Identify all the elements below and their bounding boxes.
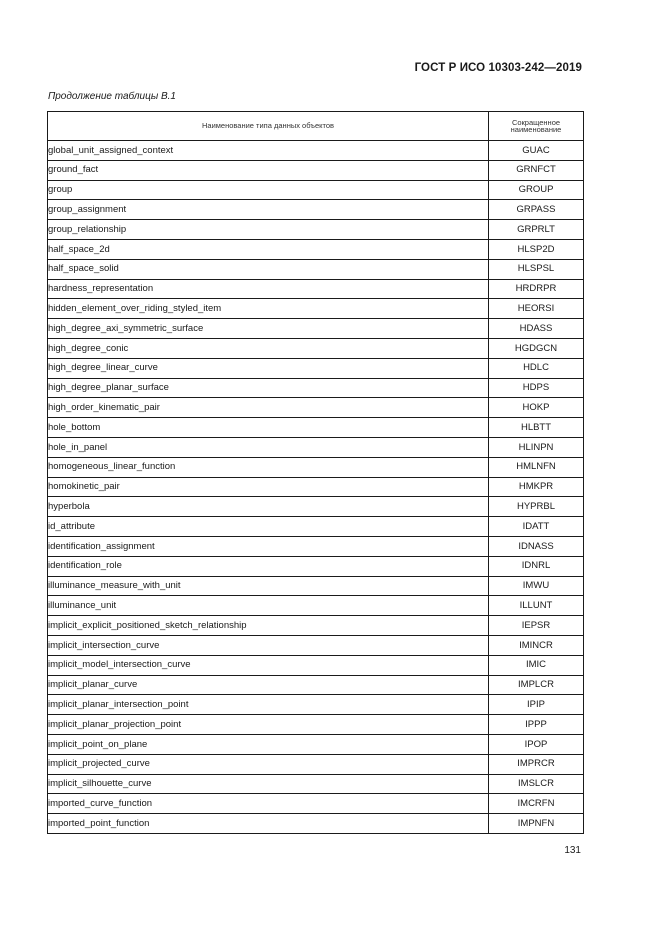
entity-name-cell: hardness_representation: [48, 279, 489, 299]
abbreviation-cell: HOKP: [489, 398, 584, 418]
entity-name-cell: global_unit_assigned_context: [48, 141, 489, 161]
table-row: [48, 517, 584, 537]
abbreviation-cell: GRPASS: [489, 200, 584, 220]
entity-name-cell: group_relationship: [48, 220, 489, 240]
table-row: [48, 338, 584, 358]
table-row: [48, 814, 584, 834]
entity-name-cell: implicit_point_on_plane: [48, 734, 489, 754]
entity-name-cell: identification_role: [48, 556, 489, 576]
table-row: [48, 596, 584, 616]
table-row: [48, 160, 584, 180]
table-row: [48, 378, 584, 398]
abbreviation-cell: HLBTT: [489, 418, 584, 438]
table-row: [48, 180, 584, 200]
entity-name-cell: implicit_planar_curve: [48, 675, 489, 695]
entity-name-cell: implicit_planar_intersection_point: [48, 695, 489, 715]
abbreviation-cell: IDNRL: [489, 556, 584, 576]
entity-name-cell: homokinetic_pair: [48, 477, 489, 497]
abbreviation-cell: ILLUNT: [489, 596, 584, 616]
abbreviation-cell: HDPS: [489, 378, 584, 398]
abbreviation-cell: GROUP: [489, 180, 584, 200]
abbreviation-cell: HYPRBL: [489, 497, 584, 517]
abbreviation-cell: HDASS: [489, 319, 584, 339]
abbreviation-cell: IDNASS: [489, 536, 584, 556]
abbreviation-cell: HDLC: [489, 358, 584, 378]
entity-name-cell: half_space_solid: [48, 259, 489, 279]
table-row: [48, 715, 584, 735]
abbreviation-cell: HEORSI: [489, 299, 584, 319]
table-row: [48, 239, 584, 259]
table-row: [48, 794, 584, 814]
entity-name-cell: implicit_intersection_curve: [48, 635, 489, 655]
entity-name-cell: group: [48, 180, 489, 200]
entity-name-cell: imported_curve_function: [48, 794, 489, 814]
abbreviations-table: [47, 111, 584, 834]
abbreviation-cell: IPIP: [489, 695, 584, 715]
abbreviation-cell: HLSPSL: [489, 259, 584, 279]
abbreviation-cell: GRNFCT: [489, 160, 584, 180]
entity-name-cell: hole_in_panel: [48, 437, 489, 457]
table-row: [48, 259, 584, 279]
abbreviation-cell: IPPP: [489, 715, 584, 735]
abbreviation-cell: IMINCR: [489, 635, 584, 655]
entity-name-cell: id_attribute: [48, 517, 489, 537]
abbreviation-cell: IMPLCR: [489, 675, 584, 695]
entity-name-cell: implicit_planar_projection_point: [48, 715, 489, 735]
table-row: [48, 437, 584, 457]
table-row: [48, 358, 584, 378]
table-row: [48, 675, 584, 695]
table-row: [48, 220, 584, 240]
abbreviation-cell: GRPRLT: [489, 220, 584, 240]
table-row: [48, 616, 584, 636]
entity-name-cell: homogeneous_linear_function: [48, 457, 489, 477]
entity-name-cell: imported_point_function: [48, 814, 489, 834]
table-caption: Продолжение таблицы В.1: [48, 91, 176, 102]
entity-name-cell: implicit_explicit_positioned_sketch_relationship: [48, 616, 489, 636]
table-row: [48, 418, 584, 438]
table-row: [48, 774, 584, 794]
abbreviation-cell: HLINPN: [489, 437, 584, 457]
entity-name-cell: high_order_kinematic_pair: [48, 398, 489, 418]
table-row: [48, 695, 584, 715]
abbreviation-cell: IMPNFN: [489, 814, 584, 834]
abbreviation-cell: IDATT: [489, 517, 584, 537]
entity-name-cell: group_assignment: [48, 200, 489, 220]
abbreviation-cell: HRDRPR: [489, 279, 584, 299]
abbreviation-cell: HMLNFN: [489, 457, 584, 477]
table-row: [48, 734, 584, 754]
abbreviation-cell: IMCRFN: [489, 794, 584, 814]
table-row: [48, 319, 584, 339]
table-row: [48, 398, 584, 418]
abbreviation-cell: IPOP: [489, 734, 584, 754]
table-row: [48, 635, 584, 655]
entity-name-cell: illuminance_unit: [48, 596, 489, 616]
entity-name-cell: half_space_2d: [48, 239, 489, 259]
table-row: [48, 200, 584, 220]
entity-name-cell: identification_assignment: [48, 536, 489, 556]
entity-name-cell: implicit_silhouette_curve: [48, 774, 489, 794]
abbreviation-cell: IMIC: [489, 655, 584, 675]
entity-name-cell: illuminance_measure_with_unit: [48, 576, 489, 596]
column-header-abbreviation: Сокращенное наименование: [489, 112, 584, 141]
table-body: [48, 141, 584, 834]
table-row: [48, 576, 584, 596]
entity-name-cell: high_degree_axi_symmetric_surface: [48, 319, 489, 339]
entity-name-cell: high_degree_planar_surface: [48, 378, 489, 398]
entity-name-cell: high_degree_conic: [48, 338, 489, 358]
abbreviation-cell: HLSP2D: [489, 239, 584, 259]
table-row: [48, 655, 584, 675]
abbreviation-cell: HMKPR: [489, 477, 584, 497]
table-row: [48, 536, 584, 556]
abbreviation-cell: IEPSR: [489, 616, 584, 636]
table-row: [48, 556, 584, 576]
table-header-row: [48, 112, 584, 141]
document-standard-header: ГОСТ Р ИСО 10303-242—2019: [414, 62, 582, 74]
entity-name-cell: implicit_projected_curve: [48, 754, 489, 774]
column-header-name: Наименование типа данных объектов: [48, 112, 489, 141]
table-row: [48, 141, 584, 161]
page-number: 131: [564, 845, 581, 856]
table-row: [48, 457, 584, 477]
abbreviation-cell: HGDGCN: [489, 338, 584, 358]
entity-name-cell: hidden_element_over_riding_styled_item: [48, 299, 489, 319]
abbreviation-cell: GUAC: [489, 141, 584, 161]
table-row: [48, 497, 584, 517]
entity-name-cell: hyperbola: [48, 497, 489, 517]
table-row: [48, 299, 584, 319]
table-row: [48, 279, 584, 299]
table-row: [48, 477, 584, 497]
abbreviation-cell: IMSLCR: [489, 774, 584, 794]
entity-name-cell: implicit_model_intersection_curve: [48, 655, 489, 675]
entity-name-cell: ground_fact: [48, 160, 489, 180]
entity-name-cell: high_degree_linear_curve: [48, 358, 489, 378]
table-row: [48, 754, 584, 774]
entity-name-cell: hole_bottom: [48, 418, 489, 438]
abbreviation-cell: IMWU: [489, 576, 584, 596]
abbreviation-cell: IMPRCR: [489, 754, 584, 774]
